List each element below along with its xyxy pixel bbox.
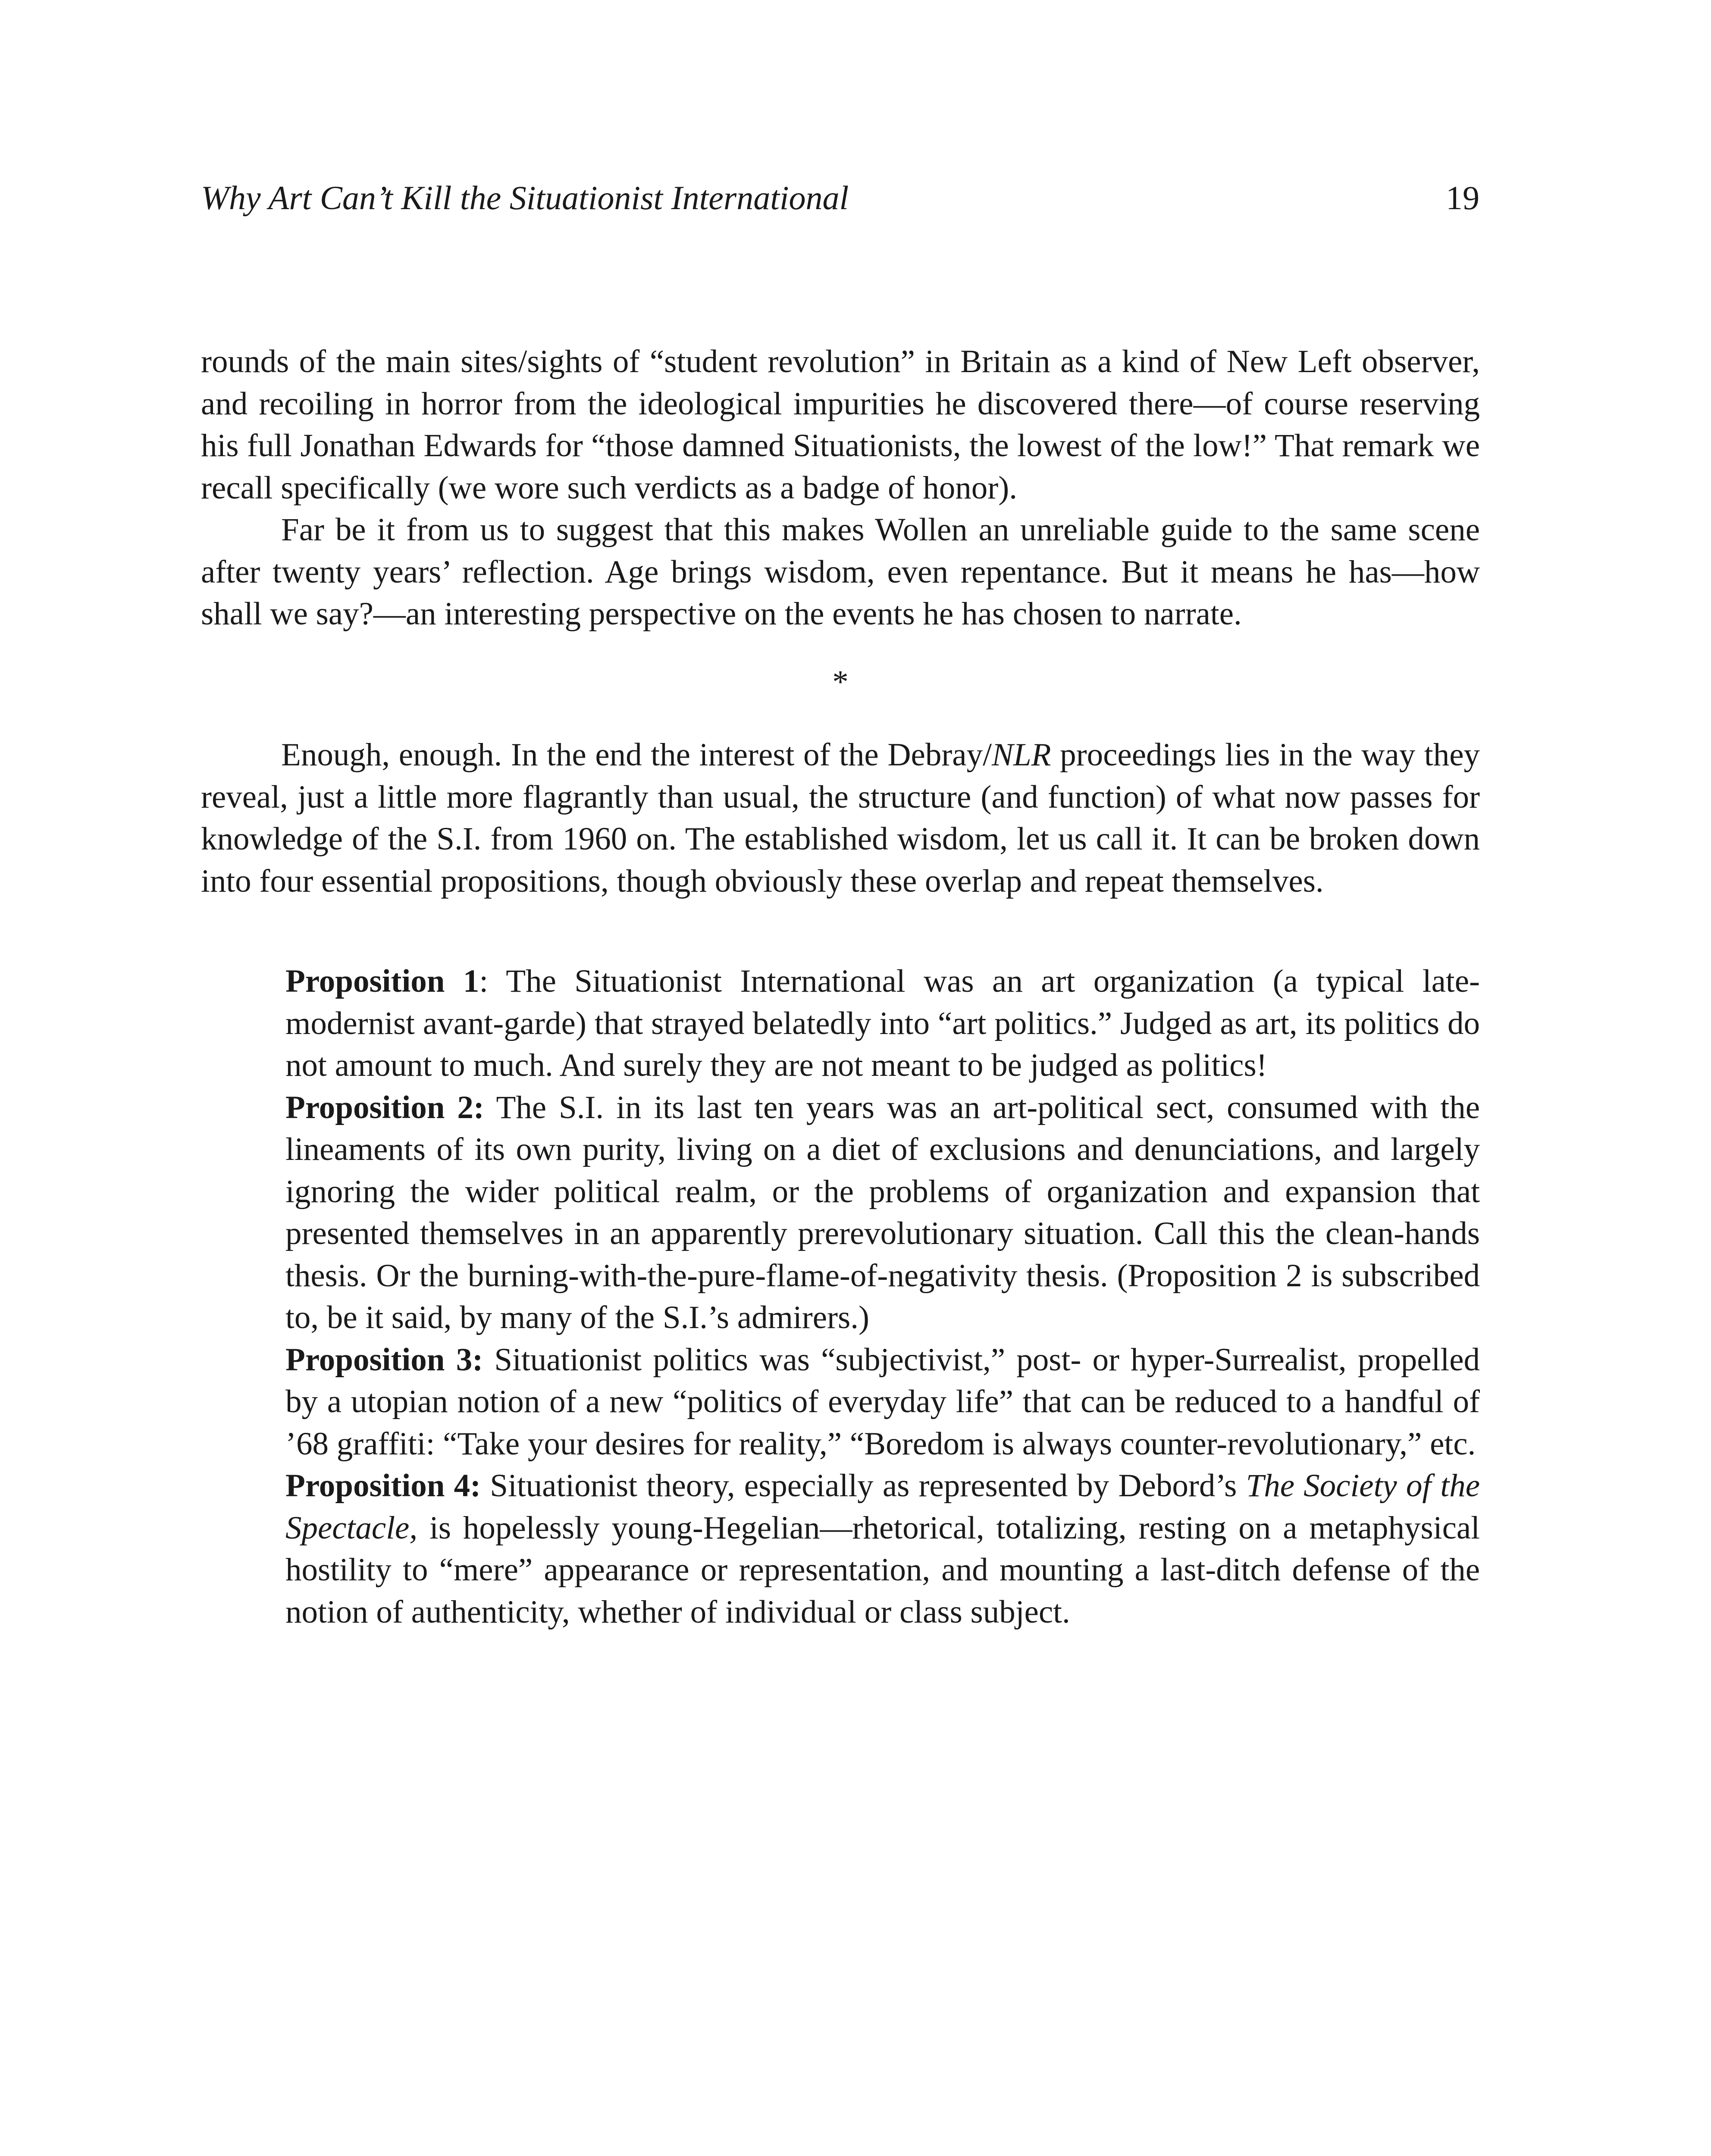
- running-title: Why Art Can’t Kill the Situationist International: [201, 179, 849, 216]
- paragraph-wollen: Far be it from us to suggest that this makes Wollen an unreliable guide to the same scene after twenty years’ reflection. Age brings wisdom, even repentance. But it means he has—how shall we say?—an interesting perspective on the events he has chosen to narrate.: [201, 512, 1480, 632]
- proposition-1-label: Proposition 1: [285, 963, 479, 999]
- paragraph-enough-text-b: proceedings lies in the way they reveal, just a little more flagrantly than usual, the structure (and function) of what now passes for knowledge of the S.I. from 1960 on. The established wisdom, let us call it. It can be broken down into four essential propositions, though obviously these overlap and repeat themselves.: [201, 737, 1480, 899]
- proposition-4: [285, 1465, 1480, 1633]
- proposition-4-label: Proposition 4:: [285, 1468, 481, 1504]
- proposition-2-label: Proposition 2:: [285, 1089, 484, 1125]
- section-break-asterisk: *: [832, 664, 849, 700]
- proposition-1-text: : The Situationist International was an art organization (a typical late-modernist avant-garde) that strayed belatedly into “art politics.” Judged as art, its politics do not amount to much. And surely they are not meant to be judged as politics!: [285, 963, 1480, 1083]
- proposition-2-text: The S.I. in its last ten years was an art-political sect, consumed with the lineaments of its own purity, living on a diet of exclusions and denunciations, and largely ignoring the wider political realm, or the problems of organization and expansion that presented themselves in an apparently prerevolutionary situation. Call this the clean-hands thesis. Or the burning-with-the-pure-flame-of-negativity thesis. (Proposition 2 is subscribed to, be it said, by many of the S.I.’s admirers.): [285, 1089, 1480, 1335]
- paragraph-enough: [201, 734, 1480, 902]
- journal-abbrev-nlr: NLR: [991, 737, 1051, 773]
- proposition-4-text-a: Situationist theory, especially as represented by Debord’s: [481, 1468, 1246, 1504]
- propositions-list: [201, 960, 1480, 1633]
- proposition-3-text: Situationist politics was “subjectivist,” post- or hyper-Surrealist, propelled by a utopian notion of a new “politics of everyday life” that can be reduced to a handful of ’68 graffiti: “Take your desires for reality,” “Boredom is always counter-revolutionary,” etc.: [285, 1341, 1480, 1462]
- proposition-4-text-b: is hopelessly young-Hegelian—rhetorical, totalizing, resting on a metaphysical hostility to “mere” appearance or representation, and mounting a last-ditch defense of the notion of authenticity, whether of individual or class subject.: [285, 1510, 1480, 1630]
- proposition-3-label: Proposition 3:: [285, 1341, 483, 1378]
- proposition-3: [285, 1339, 1480, 1465]
- page-number: 19: [1446, 179, 1479, 216]
- paragraph-continued: rounds of the main sites/sights of “student revolution” in Britain as a kind of New Left observer, and recoiling in horror from the ideological impurities he discovered there—of course reserving his full Jonathan Edwards for “those damned Situationists, the lowest of the low!” That remark we recall specifically (we wore such verdicts as a badge of honor).: [201, 344, 1480, 506]
- proposition-1: [285, 960, 1480, 1087]
- book-title-society-of-the-spectacle: The Society of the Spectacle,: [285, 1468, 1480, 1546]
- proposition-2: [285, 1087, 1480, 1339]
- paragraph-enough-text-a: Enough, enough. In the end the interest of the Debray/: [281, 737, 992, 773]
- body-text: [201, 341, 1480, 1633]
